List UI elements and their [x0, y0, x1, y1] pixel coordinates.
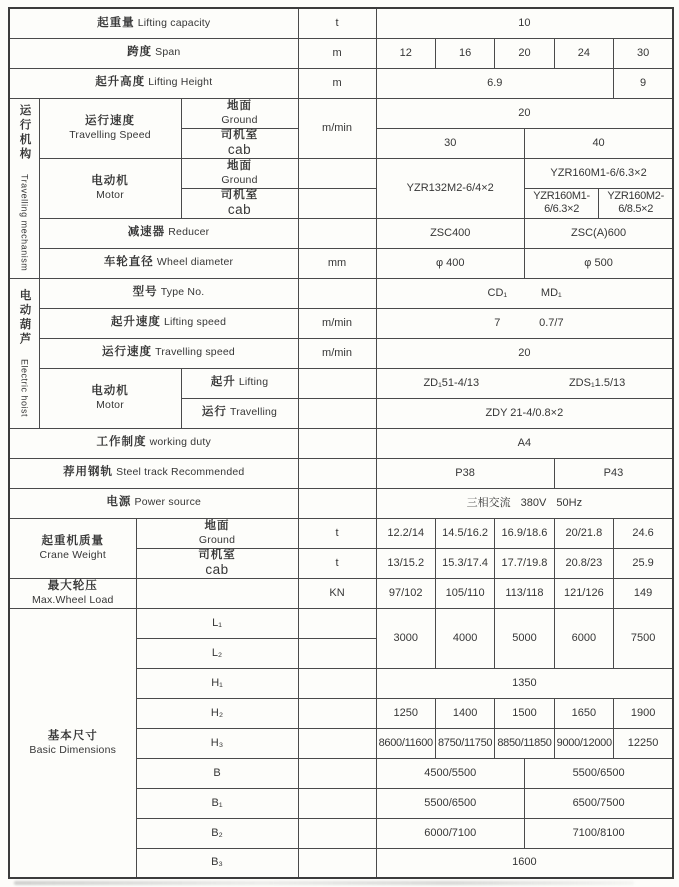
hoist-motor-travelling-sublabel-zh: 运行 — [201, 406, 227, 419]
max-wheel-load-value-3: 113/118 — [495, 578, 554, 608]
dim-h2-value-1: 1250 — [376, 698, 435, 728]
hoist-motor-label — [39, 368, 181, 428]
max-wheel-load-label-zh: 最大轮压 — [47, 579, 98, 592]
group-basic-dimensions-zh: 基本尺寸 — [47, 729, 98, 742]
travel-speed-label — [39, 98, 181, 158]
hoist-motor-label-zh: 电动机 — [91, 384, 129, 397]
scan-smudge-artifact — [14, 881, 634, 885]
hoist-travel-speed-label-zh: 运行速度 — [102, 346, 153, 359]
lifting-speed-label-zh: 起升速度 — [110, 316, 161, 329]
dim-b1-value-right: 6500/7500 — [524, 788, 673, 818]
dim-h2-value-3: 1500 — [495, 698, 554, 728]
row-max-wheel-load — [9, 578, 673, 608]
max-wheel-load-sublabel-empty — [136, 578, 298, 608]
travel-motor-value-rb-right: YZR160M2-6/8.5×2 — [599, 188, 673, 218]
travel-speed-unit: m/min — [298, 98, 376, 158]
dim-l-value-3: 5000 — [495, 608, 554, 668]
dim-h2-label: H₂ — [136, 698, 298, 728]
type-no-value-md: MD₁ — [540, 286, 562, 299]
travel-speed-ground-sublabel — [181, 98, 298, 128]
steel-track-value-right: P43 — [554, 458, 673, 488]
group-basic-dimensions-en: Basic Dimensions — [29, 743, 117, 756]
travel-speed-label-zh: 运行速度 — [85, 114, 135, 127]
dim-h3-value-4: 9000/12000 — [554, 728, 613, 758]
travel-speed-ground-value: 20 — [376, 98, 673, 128]
hoist-travel-speed-label — [39, 338, 298, 368]
working-duty-value: A4 — [376, 428, 673, 458]
crane-weight-cab-value-3: 17.7/19.8 — [495, 548, 554, 578]
crane-weight-cab-value-5: 25.9 — [614, 548, 674, 578]
hoist-motor-travelling-value: ZDY 21-4/0.8×2 — [376, 398, 673, 428]
dim-l1-label: L₁ — [136, 608, 298, 638]
crane-weight-ground-value-4: 20/21.8 — [554, 518, 613, 548]
lifting-speed-label-en: Lifting speed — [163, 316, 227, 329]
type-no-label-zh: 型号 — [132, 286, 158, 299]
crane-weight-ground-unit: t — [298, 518, 376, 548]
working-duty-label-zh: 工作制度 — [96, 436, 147, 449]
lifting-capacity-label-en: Lifting capacity — [137, 16, 211, 29]
dim-l2-unit — [298, 638, 376, 668]
dim-l-value-1: 3000 — [376, 608, 435, 668]
type-no-label-en: Type No. — [160, 286, 205, 299]
wheel-diameter-label-en: Wheel diameter — [156, 256, 234, 269]
lifting-height-value-main: 6.9 — [376, 68, 614, 98]
crane-weight-cab-sublabel-zh: 司机室 — [198, 548, 236, 561]
span-label — [9, 38, 298, 68]
travel-motor-cab-sublabel — [181, 188, 298, 218]
max-wheel-load-label — [9, 578, 136, 608]
row-dim-l1 — [9, 608, 673, 638]
dim-b-label: B — [136, 758, 298, 788]
lifting-height-value-last: 9 — [614, 68, 674, 98]
dim-b2-value-left: 6000/7100 — [376, 818, 524, 848]
dim-l-value-2: 4000 — [435, 608, 494, 668]
type-no-value — [376, 278, 673, 308]
type-no-label — [39, 278, 298, 308]
travel-speed-cab-value-left: 30 — [376, 128, 524, 158]
crane-weight-cab-value-1: 13/15.2 — [376, 548, 435, 578]
dim-b-value-left: 4500/5500 — [376, 758, 524, 788]
hoist-motor-travelling-sublabel — [181, 398, 298, 428]
reducer-value-right: ZSC(A)600 — [524, 218, 673, 248]
dim-h3-value-5: 12250 — [614, 728, 674, 758]
travel-motor-label — [39, 158, 181, 218]
working-duty-unit — [298, 428, 376, 458]
power-source-label-en: Power source — [134, 496, 202, 509]
travel-speed-cab-value-right: 40 — [524, 128, 673, 158]
span-unit: m — [298, 38, 376, 68]
hoist-motor-lifting-value — [376, 368, 673, 398]
motor-ground-sublabel-zh: 地面 — [227, 159, 253, 172]
dim-b2-value-right: 7100/8100 — [524, 818, 673, 848]
group-electric-hoist-en: Electric hoist — [19, 359, 30, 418]
reducer-label — [39, 218, 298, 248]
hoist-motor-lifting-sublabel-en: Lifting — [238, 376, 269, 389]
max-wheel-load-value-5: 149 — [614, 578, 674, 608]
crane-weight-ground-sublabel — [136, 518, 298, 548]
hoist-motor-travelling-sublabel-en: Travelling — [229, 406, 278, 419]
group-travelling-mechanism-zh: 运行机构 — [18, 104, 31, 163]
crane-weight-cab-sublabel — [136, 548, 298, 578]
motor-cab-sublabel-zh: 司机室 — [220, 188, 259, 201]
dim-h3-label: H₃ — [136, 728, 298, 758]
wheel-diameter-label-zh: 车轮直径 — [103, 256, 154, 269]
motor-ground-sublabel-en: Ground — [221, 174, 258, 187]
group-electric-hoist — [9, 278, 39, 428]
dim-b3-value: 1600 — [376, 848, 673, 878]
hoist-travel-speed-value: 20 — [376, 338, 673, 368]
crane-weight-ground-value-1: 12.2/14 — [376, 518, 435, 548]
span-value-1: 12 — [376, 38, 435, 68]
row-crane-weight-ground — [9, 518, 673, 548]
crane-weight-cab-value-2: 15.3/17.4 — [435, 548, 494, 578]
dim-h1-value: 1350 — [376, 668, 673, 698]
span-value-3: 20 — [495, 38, 554, 68]
ground-sublabel-en: Ground — [221, 114, 258, 127]
dim-b3-label: B₃ — [136, 848, 298, 878]
reducer-label-zh: 减速器 — [127, 226, 166, 239]
row-travel-speed-ground — [9, 98, 673, 128]
row-lifting-capacity — [9, 8, 673, 38]
hoist-motor-lifting-unit — [298, 368, 376, 398]
lifting-speed-value — [376, 308, 673, 338]
lifting-speed-value-1: 7 — [494, 316, 501, 329]
steel-track-unit — [298, 458, 376, 488]
dim-h1-unit — [298, 668, 376, 698]
dim-h3-value-1: 8600/11600 — [376, 728, 435, 758]
dim-l2-label: L₂ — [136, 638, 298, 668]
reducer-label-en: Reducer — [168, 226, 210, 239]
crane-weight-ground-value-3: 16.9/18.6 — [495, 518, 554, 548]
row-working-duty — [9, 428, 673, 458]
wheel-diameter-unit: mm — [298, 248, 376, 278]
hoist-travel-speed-unit: m/min — [298, 338, 376, 368]
crane-weight-cab-sublabel-en: cab — [205, 561, 229, 577]
crane-weight-label — [9, 518, 136, 578]
crane-weight-label-zh: 起重机质量 — [41, 534, 104, 547]
max-wheel-load-value-1: 97/102 — [376, 578, 435, 608]
wheel-diameter-value-left: φ 400 — [376, 248, 524, 278]
row-steel-track — [9, 458, 673, 488]
crane-weight-ground-value-2: 14.5/16.2 — [435, 518, 494, 548]
row-lifting-height — [9, 68, 673, 98]
max-wheel-load-value-4: 121/126 — [554, 578, 613, 608]
dim-b1-unit — [298, 788, 376, 818]
span-label-en: Span — [155, 46, 181, 59]
hoist-motor-lifting-value-1: ZD₁51-4/13 — [423, 376, 480, 389]
dim-b2-label: B₂ — [136, 818, 298, 848]
travel-motor-ground-sublabel — [181, 158, 298, 188]
dim-b3-unit — [298, 848, 376, 878]
travel-motor-ground-unit — [298, 158, 376, 188]
group-electric-hoist-zh: 电动葫芦 — [18, 288, 31, 347]
span-label-zh: 跨度 — [127, 46, 153, 59]
lifting-capacity-unit: t — [298, 8, 376, 38]
dim-b-value-right: 5500/6500 — [524, 758, 673, 788]
dim-b1-value-left: 5500/6500 — [376, 788, 524, 818]
dim-b2-unit — [298, 818, 376, 848]
dim-h2-unit — [298, 698, 376, 728]
steel-track-label-en: Steel track Recommended — [116, 466, 245, 479]
lifting-speed-value-2: 0.7/7 — [539, 316, 564, 329]
lifting-height-label — [9, 68, 298, 98]
dim-h3-unit — [298, 728, 376, 758]
hoist-motor-label-en: Motor — [96, 399, 124, 412]
travel-speed-label-en: Travelling Speed — [69, 129, 151, 142]
travel-motor-label-en: Motor — [96, 189, 124, 202]
ground-sublabel-zh: 地面 — [227, 99, 253, 112]
power-source-label-zh: 电源 — [106, 496, 132, 509]
max-wheel-load-label-en: Max.Wheel Load — [31, 594, 114, 607]
group-basic-dimensions — [9, 608, 136, 878]
hoist-motor-travelling-unit — [298, 398, 376, 428]
span-value-2: 16 — [435, 38, 494, 68]
group-travelling-mechanism — [9, 98, 39, 278]
working-duty-label-en: working duty — [149, 436, 211, 449]
hoist-motor-lifting-value-2: ZDS₁1.5/13 — [568, 376, 626, 389]
row-wheel-diameter — [9, 248, 673, 278]
steel-track-label — [9, 458, 298, 488]
power-source-label — [9, 488, 298, 518]
dim-h1-label: H₁ — [136, 668, 298, 698]
dim-h3-value-3: 8850/11850 — [495, 728, 554, 758]
row-lifting-speed — [9, 308, 673, 338]
dim-l1-unit — [298, 608, 376, 638]
hoist-motor-lifting-sublabel-zh: 起升 — [210, 376, 236, 389]
span-value-4: 24 — [554, 38, 613, 68]
max-wheel-load-unit: KN — [298, 578, 376, 608]
dim-h2-value-5: 1900 — [614, 698, 674, 728]
row-type-no — [9, 278, 673, 308]
row-power-source — [9, 488, 673, 518]
dim-b1-label: B₁ — [136, 788, 298, 818]
lifting-speed-unit: m/min — [298, 308, 376, 338]
travel-motor-value-right-top: YZR160M1-6/6.3×2 — [524, 158, 673, 188]
dim-l-value-5: 7500 — [614, 608, 674, 668]
steel-track-value-left: P38 — [376, 458, 554, 488]
hoist-motor-lifting-sublabel — [181, 368, 298, 398]
travel-motor-value-left: YZR132M2-6/4×2 — [376, 158, 524, 218]
steel-track-label-zh: 荐用钢轨 — [63, 466, 114, 479]
type-no-unit — [298, 278, 376, 308]
type-no-value-cd: CD₁ — [487, 286, 508, 299]
row-span — [9, 38, 673, 68]
travel-speed-cab-sublabel — [181, 128, 298, 158]
crane-weight-cab-unit: t — [298, 548, 376, 578]
wheel-diameter-value-right: φ 500 — [524, 248, 673, 278]
power-source-value: 三相交流 380V 50Hz — [376, 488, 673, 518]
lifting-speed-label — [39, 308, 298, 338]
crane-spec-table — [8, 7, 674, 879]
cab-sublabel-zh: 司机室 — [220, 128, 259, 141]
lifting-height-unit: m — [298, 68, 376, 98]
reducer-value-left: ZSC400 — [376, 218, 524, 248]
wheel-diameter-label — [39, 248, 298, 278]
travel-motor-value-rb-left: YZR160M1-6/6.3×2 — [524, 188, 598, 218]
dim-h2-value-2: 1400 — [435, 698, 494, 728]
reducer-unit — [298, 218, 376, 248]
crane-weight-ground-sublabel-zh: 地面 — [204, 519, 230, 532]
span-value-5: 30 — [614, 38, 674, 68]
lifting-height-label-zh: 起升高度 — [95, 76, 146, 89]
dim-h3-value-2: 8750/11750 — [435, 728, 494, 758]
lifting-capacity-label-zh: 起重量 — [97, 16, 135, 29]
max-wheel-load-value-2: 105/110 — [435, 578, 494, 608]
cab-sublabel-en: cab — [227, 141, 252, 157]
power-source-unit — [298, 488, 376, 518]
crane-weight-ground-value-5: 24.6 — [614, 518, 674, 548]
row-hoist-travel-speed — [9, 338, 673, 368]
travel-motor-cab-unit — [298, 188, 376, 218]
crane-weight-cab-value-4: 20.8/23 — [554, 548, 613, 578]
lifting-capacity-label — [9, 8, 298, 38]
hoist-travel-speed-label-en: Travelling speed — [155, 346, 235, 359]
dim-h2-value-4: 1650 — [554, 698, 613, 728]
working-duty-label — [9, 428, 298, 458]
dim-b-unit — [298, 758, 376, 788]
dim-l-value-4: 6000 — [554, 608, 613, 668]
group-travelling-mechanism-en: Travelling mechanism — [19, 174, 30, 272]
crane-weight-label-en: Crane Weight — [39, 549, 106, 562]
travel-motor-label-zh: 电动机 — [91, 174, 129, 187]
motor-cab-sublabel-en: cab — [227, 201, 252, 217]
crane-weight-ground-sublabel-en: Ground — [198, 534, 236, 547]
lifting-capacity-value: 10 — [376, 8, 673, 38]
row-hoist-motor-lifting — [9, 368, 673, 398]
row-reducer — [9, 218, 673, 248]
lifting-height-label-en: Lifting Height — [148, 76, 213, 89]
row-travel-motor-ground — [9, 158, 673, 188]
